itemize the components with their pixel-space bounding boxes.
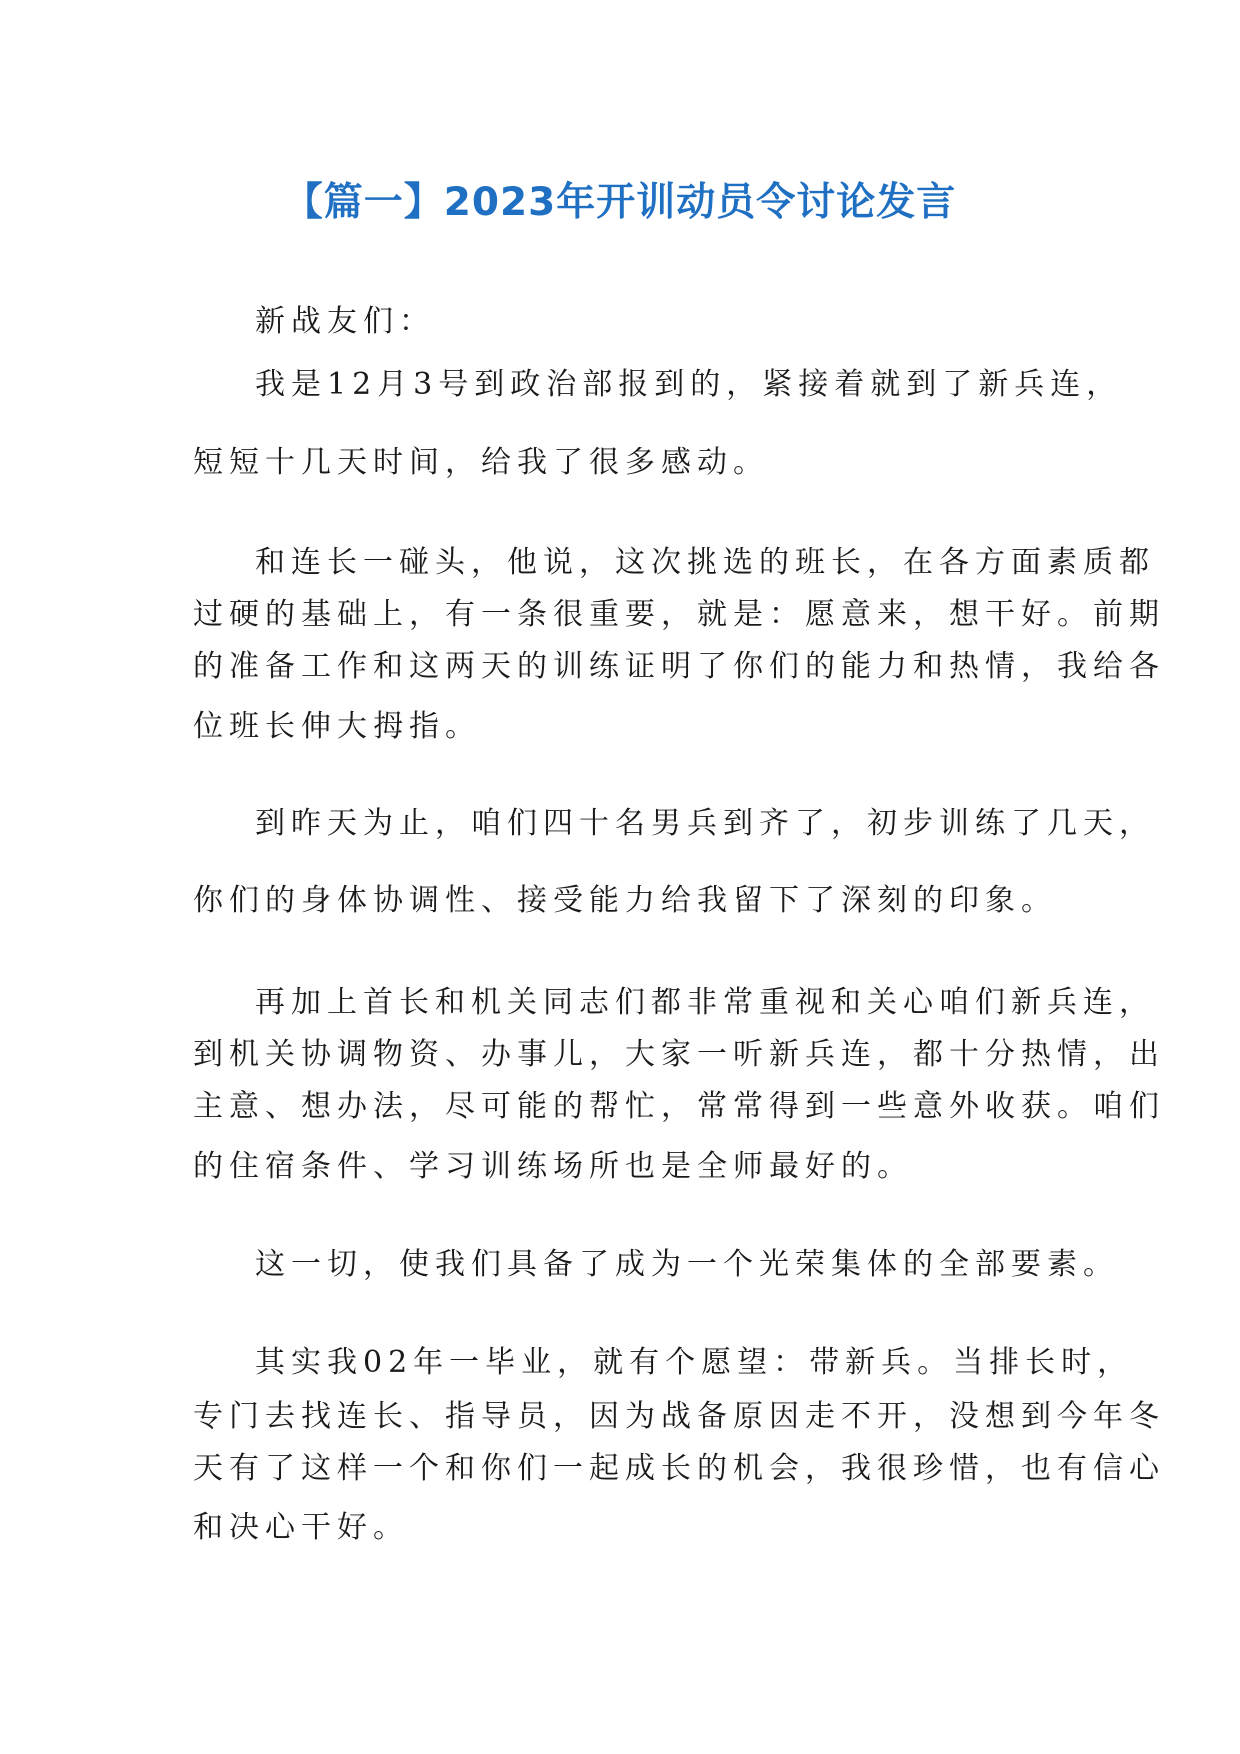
paragraph-2-line-4: 位班长伸大拇指。 (193, 709, 481, 744)
paragraph-2-line-1: 和连长一碰头，他说，这次挑选的班长，在各方面素质都 (255, 545, 1155, 580)
paragraph-4-line-2: 到机关协调物资、办事儿，大家一听新兵连，都十分热情，出 (193, 1037, 1165, 1072)
paragraph-6-line-1: 其实我02年一毕业，就有个愿望：带新兵。当排长时， (255, 1345, 1134, 1380)
paragraph-2-line-2: 过硬的基础上，有一条很重要，就是：愿意来，想干好。前期 (193, 597, 1165, 632)
paragraph-2-line-3: 的准备工作和这两天的训练证明了你们的能力和热情，我给各 (193, 649, 1165, 684)
paragraph-3-line-2: 你们的身体协调性、接受能力给我留下了深刻的印象。 (193, 883, 1057, 918)
paragraph-3-line-1: 到昨天为止，咱们四十名男兵到齐了，初步训练了几天， (255, 806, 1155, 841)
paragraph-6-line-2: 专门去找连长、指导员，因为战备原因走不开，没想到今年冬 (193, 1399, 1165, 1434)
paragraph-4-line-3: 主意、想办法，尽可能的帮忙，常常得到一些意外收获。咱们 (193, 1089, 1165, 1124)
paragraph-1-line-1: 我是12月3号到政治部报到的，紧接着就到了新兵连， (255, 367, 1123, 402)
document-title: 【篇一】2023年开训动员令讨论发言 (283, 180, 957, 225)
paragraph-6-line-3: 天有了这样一个和你们一起成长的机会，我很珍惜，也有信心 (193, 1451, 1165, 1486)
paragraph-4-line-4: 的住宿条件、学习训练场所也是全师最好的。 (193, 1149, 913, 1184)
paragraph-5-line-1: 这一切，使我们具备了成为一个光荣集体的全部要素。 (255, 1247, 1119, 1282)
paragraph-6-line-4: 和决心干好。 (193, 1510, 409, 1545)
paragraph-1-line-2: 短短十几天时间，给我了很多感动。 (193, 445, 769, 480)
salutation: 新战友们： (255, 304, 435, 339)
paragraph-4-line-1: 再加上首长和机关同志们都非常重视和关心咱们新兵连， (255, 985, 1155, 1020)
